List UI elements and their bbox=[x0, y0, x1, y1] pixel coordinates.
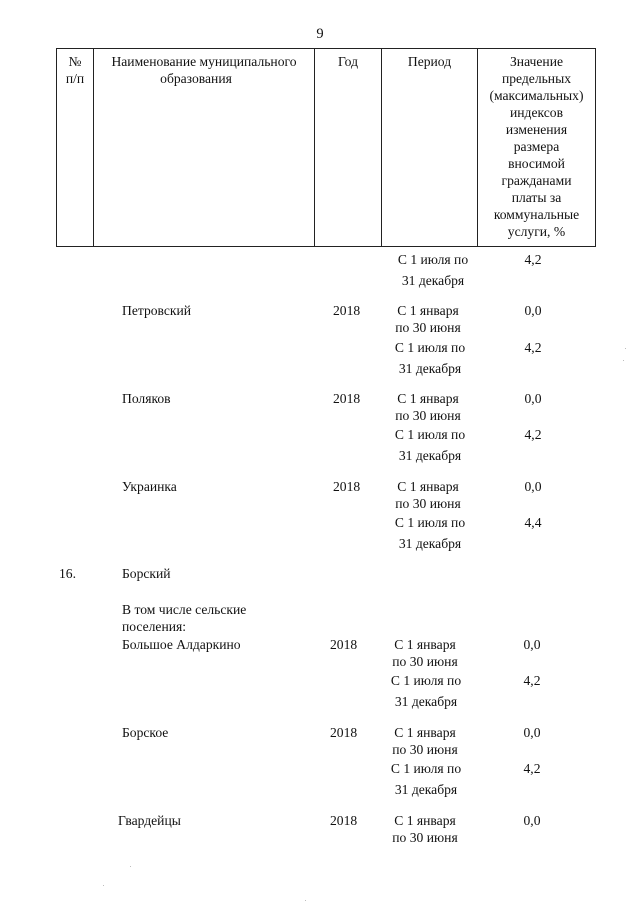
name-cell: Борское bbox=[122, 725, 169, 740]
period-cell bbox=[375, 636, 475, 670]
header-col-divider bbox=[314, 48, 315, 247]
period-line: С 1 июля по bbox=[394, 515, 466, 530]
header-value-line: Значение bbox=[509, 54, 564, 69]
header-num bbox=[57, 53, 93, 87]
period-line: С 1 июля по bbox=[394, 427, 466, 442]
period-cell bbox=[380, 426, 480, 464]
header-name bbox=[94, 53, 314, 87]
page-number: 9 bbox=[316, 26, 324, 42]
value-cell: 0,0 bbox=[523, 725, 541, 740]
period-line: 31 декабря bbox=[394, 694, 458, 709]
value-cell: 4,2 bbox=[524, 340, 542, 355]
header-value-line: индексов bbox=[509, 105, 563, 120]
value-cell: 0,0 bbox=[524, 391, 542, 406]
period-line: С 1 января bbox=[394, 637, 456, 652]
header-value-line: размера bbox=[513, 139, 560, 154]
period-line: по 30 июня bbox=[392, 654, 458, 669]
header-top-border bbox=[56, 48, 596, 49]
period-cell bbox=[375, 812, 475, 846]
name-line: В том числе сельские bbox=[122, 602, 247, 617]
name-cell: Украинка bbox=[122, 479, 177, 494]
header-value-line: вносимой bbox=[508, 156, 565, 171]
header-col-divider bbox=[595, 48, 596, 247]
period-line: 31 декабря bbox=[398, 361, 462, 376]
period-cell bbox=[383, 251, 483, 289]
header-value-line: изменения bbox=[505, 122, 568, 137]
period-cell bbox=[380, 514, 480, 552]
period-cell bbox=[378, 390, 478, 424]
period-cell bbox=[376, 760, 476, 798]
name-cell: Поляков bbox=[122, 391, 171, 406]
period-line: по 30 июня bbox=[392, 830, 458, 845]
year-cell: 2018 bbox=[330, 725, 358, 740]
scan-speck bbox=[305, 900, 306, 901]
header-period: Период bbox=[407, 54, 452, 69]
header-name-line: Наименование муниципального bbox=[111, 54, 297, 69]
name-cell bbox=[122, 601, 246, 635]
value-cell: 4,2 bbox=[523, 761, 541, 776]
period-cell bbox=[378, 302, 478, 336]
value-cell: 4,2 bbox=[524, 252, 542, 267]
header-name-line: образования bbox=[160, 71, 232, 86]
name-cell: Борский bbox=[122, 566, 171, 581]
name-cell: Петровский bbox=[122, 303, 192, 318]
scan-speck bbox=[625, 348, 626, 349]
period-line: по 30 июня bbox=[392, 742, 458, 757]
header-year: Год bbox=[338, 54, 358, 69]
period-line: С 1 июля по bbox=[390, 673, 462, 688]
header-value-line: коммунальные bbox=[493, 207, 580, 222]
period-line: 31 декабря bbox=[401, 273, 465, 288]
value-cell: 0,0 bbox=[523, 637, 541, 652]
year-cell: 2018 bbox=[330, 637, 358, 652]
year-cell: 2018 bbox=[330, 813, 358, 828]
name-cell: Гвардейцы bbox=[118, 813, 181, 828]
name-cell: Большое Алдаркино bbox=[122, 637, 241, 652]
period-line: 31 декабря bbox=[398, 448, 462, 463]
value-cell: 0,0 bbox=[524, 479, 542, 494]
num-cell: 16. bbox=[59, 566, 76, 581]
header-value bbox=[478, 53, 595, 240]
value-cell: 0,0 bbox=[523, 813, 541, 828]
period-line: 31 декабря bbox=[398, 536, 462, 551]
name-line: поселения: bbox=[122, 619, 187, 634]
period-line: С 1 января bbox=[397, 391, 459, 406]
period-line: С 1 июля по bbox=[390, 761, 462, 776]
scan-speck bbox=[103, 885, 104, 886]
header-value-line: платы за bbox=[511, 190, 562, 205]
value-cell: 0,0 bbox=[524, 303, 542, 318]
header-value-line: предельных bbox=[501, 71, 572, 86]
header-value-line: (максимальных) bbox=[489, 88, 584, 103]
period-line: С 1 января bbox=[394, 813, 456, 828]
period-line: 31 декабря bbox=[394, 782, 458, 797]
period-line: С 1 июля по bbox=[397, 252, 469, 267]
scan-speck bbox=[623, 360, 624, 361]
period-cell bbox=[375, 724, 475, 758]
year-cell: 2018 bbox=[333, 391, 361, 406]
period-line: С 1 января bbox=[397, 479, 459, 494]
header-value-line: гражданами bbox=[501, 173, 572, 188]
header-num-line: п/п bbox=[65, 71, 85, 86]
header-col-divider bbox=[381, 48, 382, 247]
scan-speck bbox=[130, 866, 131, 867]
period-line: С 1 июля по bbox=[394, 340, 466, 355]
period-line: по 30 июня bbox=[395, 408, 461, 423]
value-cell: 4,2 bbox=[524, 427, 542, 442]
period-line: по 30 июня bbox=[395, 496, 461, 511]
period-line: С 1 января bbox=[394, 725, 456, 740]
period-cell bbox=[376, 672, 476, 710]
value-cell: 4,2 bbox=[523, 673, 541, 688]
header-bottom-border bbox=[56, 246, 596, 247]
value-cell: 4,4 bbox=[524, 515, 542, 530]
year-cell: 2018 bbox=[333, 479, 361, 494]
period-cell bbox=[378, 478, 478, 512]
year-cell: 2018 bbox=[333, 303, 361, 318]
period-cell bbox=[380, 339, 480, 377]
period-line: по 30 июня bbox=[395, 320, 461, 335]
header-num-line: № bbox=[68, 54, 82, 69]
period-line: С 1 января bbox=[397, 303, 459, 318]
header-value-line: услуги, % bbox=[507, 224, 566, 239]
